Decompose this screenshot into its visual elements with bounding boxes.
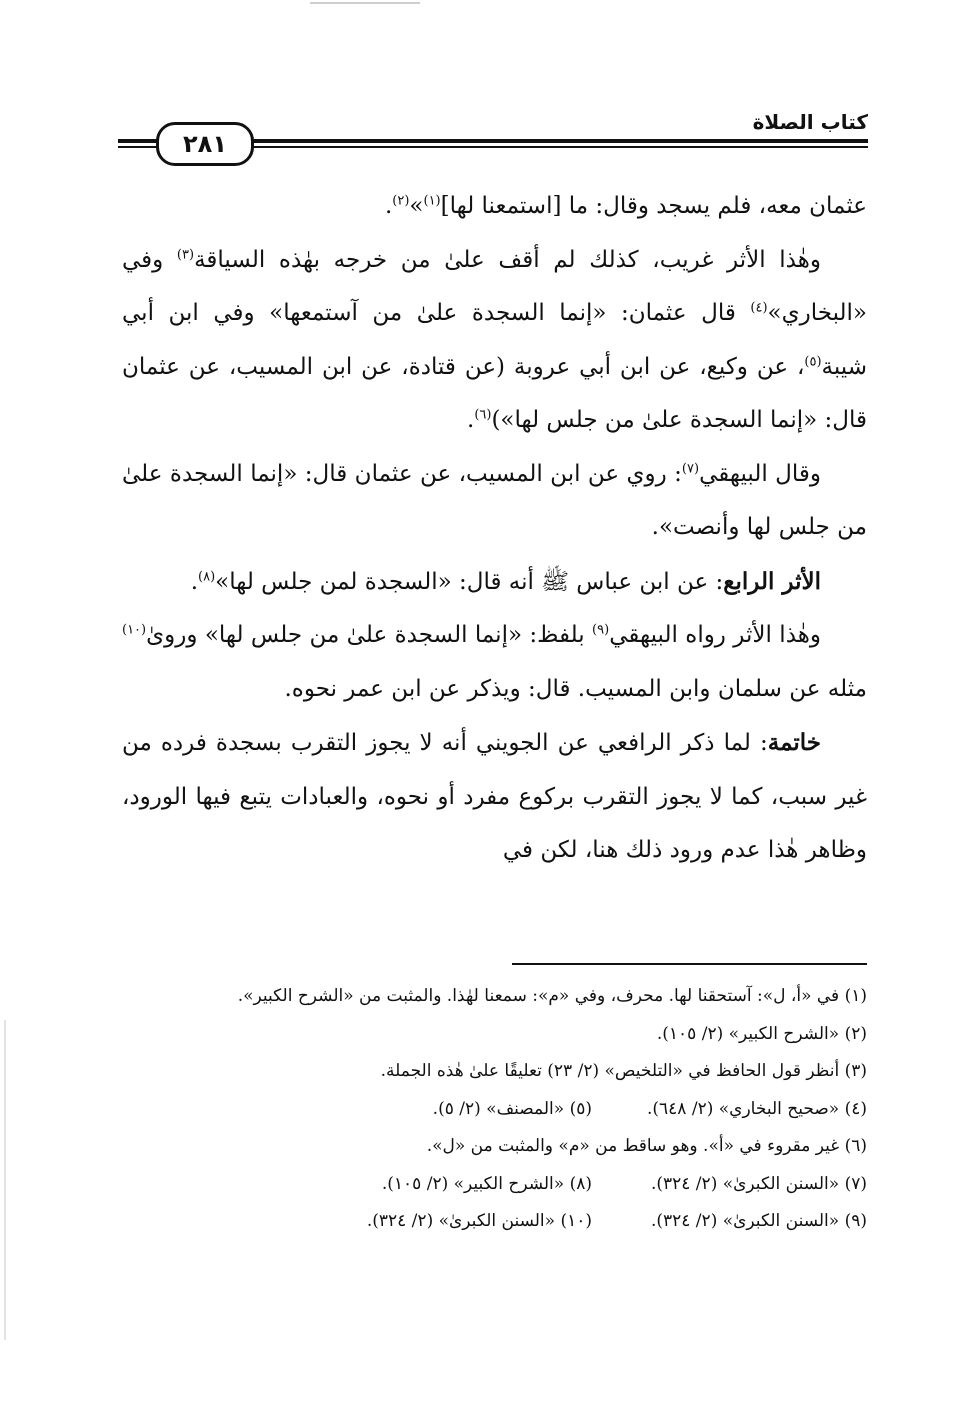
main-text [122,180,867,878]
footnotes [122,978,867,1241]
footnote: (٣) أنظر قول الحافظ في «التلخيص» (٢/ ٢٣) تعليقًا علىٰ هٰذه الجملة. [380,1061,867,1081]
paragraph [122,716,867,878]
text-run: » [409,193,424,219]
footnote-ref: (٤) [750,300,768,316]
text-run: ، عن وكيع، عن ابن أبي عروبة (عن قتادة، عن ابن المسيب، عن عثمان قال: «إنما السجدة علىٰ من جلس لها») [122,353,867,433]
footnote: (٦) غير مقروء في «أ». وهو ساقط من «م» والمثبت من «ل». [426,1136,867,1156]
footnote: (٨) «الشرح الكبير» (٢/ ١٠٥). [381,1173,592,1194]
text-run: . [467,407,475,433]
page-header [118,108,868,158]
footnote-ref: (١) [423,193,441,209]
text-run: . [190,568,198,595]
text-run: وهٰذا الأثر رواه البيهقي [609,622,821,648]
text-run: مثله عن سلمان وابن المسيب. قال: ويذكر عن ابن عمر نحوه. [284,675,867,702]
footnote-ref: (٣) [176,246,195,262]
footnote: (٩) «السنن الكبرىٰ» (٢/ ٣٢٤). [650,1211,867,1231]
text-run: وهٰذا الأثر غريب، كذلك لم أقف علىٰ من خرجه بهٰذه السياقة [194,246,821,273]
text-run: وقال البيهقي [699,460,821,487]
section-lead: الأثر الرابع [723,567,821,595]
book-title: كتاب الصلاة [752,110,868,134]
footnote-ref: (٩) [592,622,610,638]
footnote: (٥) «المصنف» (٢/ ٥). [432,1098,592,1119]
paragraph [122,180,867,234]
text-run: : لما ذكر الرافعي عن الجويني أنه لا يجوز التقرب بسجدة فرده من غير سبب، كما لا يجوز التقرب بركوع مفرد أو نحوه، والعبادات يتبع فيها الورود، وظاهر هٰذا عدم ورود ذلك هنا، لكن في [122,730,867,863]
scan-artifact [310,2,420,4]
footnote: (١) في «أ، ل»: آستحقنا لها. محرف، وفي «م»: سمعنا لهٰذا. والمثبت من «الشرح الكبير». [237,986,867,1006]
page-number: ٢٨١ [156,122,254,166]
footnote-ref: (٧) [681,460,700,476]
footnote-pair [122,1166,867,1204]
section-lead: خاتمة [767,729,821,756]
text-run: وفي «البخاري» [122,246,867,326]
footnote: (١٠) «السنن الكبرىٰ» (٢/ ٣٢٤). [366,1211,592,1231]
text-run: بلفظ: «إنما السجدة علىٰ من جلس لها» وروىٰ [146,622,593,648]
text-run: عثمان معه، فلم يسجد وقال: ما [استمعنا لها] [440,193,867,219]
paragraph [122,609,867,716]
text-run: : روي عن ابن المسيب، عن عثمان قال: «إنما السجدة علىٰ من جلس لها وأنصت». [122,460,867,540]
footnote-pair [122,1203,867,1241]
text-run: قال عثمان: «إنما السجدة علىٰ من آستمعها» وفي ابن أبي شيبة [122,300,867,380]
scan-artifact [4,1020,6,1340]
footnote-ref: (٦) [474,407,492,423]
text-run: . [384,193,393,219]
footnote-ref: (٥) [804,353,822,369]
text-run: : عن ابن عباس ﷺ أنه قال: «السجدة لمن جلس لها» [215,568,724,595]
footnote-ref: (٨) [198,568,216,584]
footnote-ref: (٢) [392,193,410,209]
footnote-ref: (١٠) [122,622,147,638]
footnote-pair [122,1091,867,1129]
paragraph [122,234,867,448]
paragraph [122,555,867,610]
footnote: (٤) «صحيح البخاري» (٢/ ٦٤٨). [646,1098,867,1119]
paragraph [122,448,867,555]
footnote: (٢) «الشرح الكبير» (٢/ ١٠٥). [656,1023,867,1044]
footnote: (٧) «السنن الكبرىٰ» (٢/ ٣٢٤). [650,1173,867,1194]
footnote-separator [512,963,867,965]
